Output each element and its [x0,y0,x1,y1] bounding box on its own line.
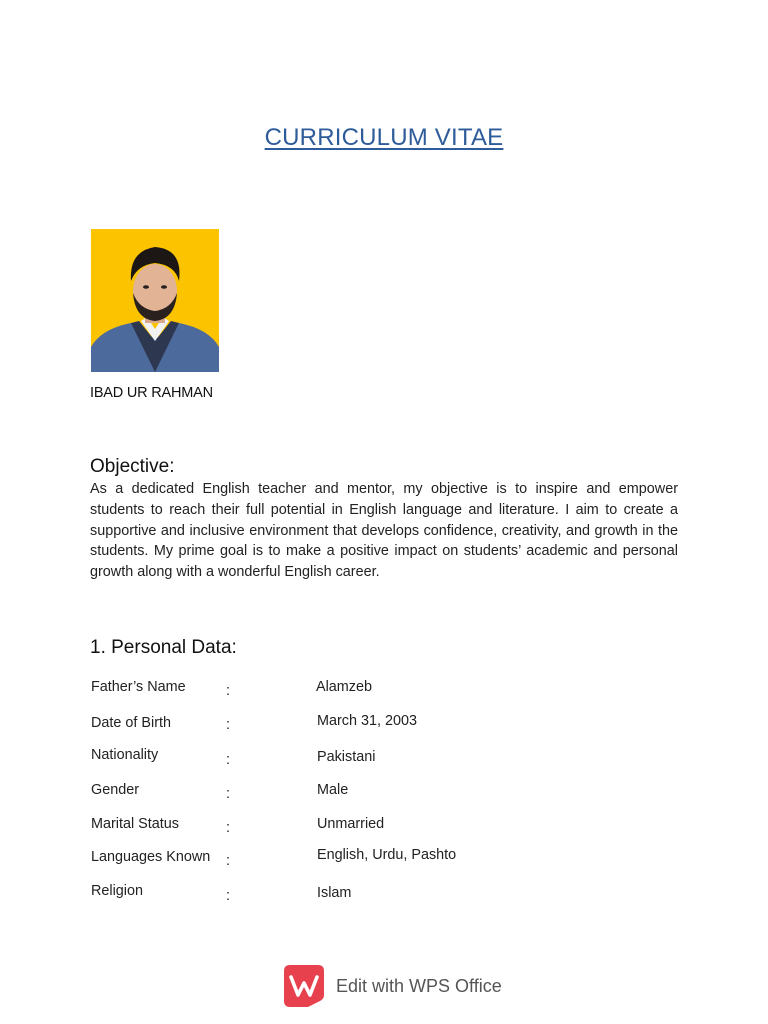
row-label: Languages Known [91,849,211,865]
row-value: Pakistani [317,749,376,765]
row-value: March 31, 2003 [317,713,417,729]
personal-data-row-languages-known [0,849,768,873]
candidate-name: IBAD UR RAHMAN [90,385,213,401]
row-label: Date of Birth [91,715,171,731]
row-colon: : [226,853,230,869]
row-label: Gender [91,782,139,798]
row-label: Nationality [91,747,159,763]
row-value: Male [317,782,349,798]
personal-data-row-marital-status [0,816,768,840]
row-colon: : [226,752,230,768]
personal-data-row-religion [0,883,768,907]
document-title: CURRICULUM VITAE [264,124,504,151]
row-colon: : [226,888,230,904]
personal-data-row-nationality [0,747,768,771]
objective-text: As a dedicated English teacher and mentor, my objective is to inspire and empower students to reach their full potential in English language and literature. I aim to create a supportive and inclusive environment that develops confidence, creativity, and growth in the students. My prime goal is to make a positive impact on students’ academic and personal growth along with a wonderful English career. [90,481,678,581]
edit-with-wps-label: Edit with WPS Office [336,976,502,996]
personal-data-row-gender [0,782,768,806]
row-value: Alamzeb [316,679,372,695]
objective-heading: Objective: [90,456,175,477]
row-label: Father’s Name [91,679,186,695]
row-label: Marital Status [91,816,179,832]
personal-data-row-fathers-name [0,679,768,703]
row-colon: : [226,820,230,836]
row-colon: : [226,717,230,733]
personal-data-row-date-of-birth [0,715,768,739]
edit-with-wps-button[interactable] [284,965,524,1007]
row-colon: : [226,683,230,699]
row-value: English, Urdu, Pashto [317,847,457,863]
row-value: Islam [317,885,352,901]
personal-data-heading: 1. Personal Data: [90,637,237,658]
wps-office-logo-icon [284,965,324,1007]
row-label: Religion [91,883,143,899]
profile-photo [91,229,219,372]
row-colon: : [226,786,230,802]
row-value: Unmarried [317,816,385,832]
